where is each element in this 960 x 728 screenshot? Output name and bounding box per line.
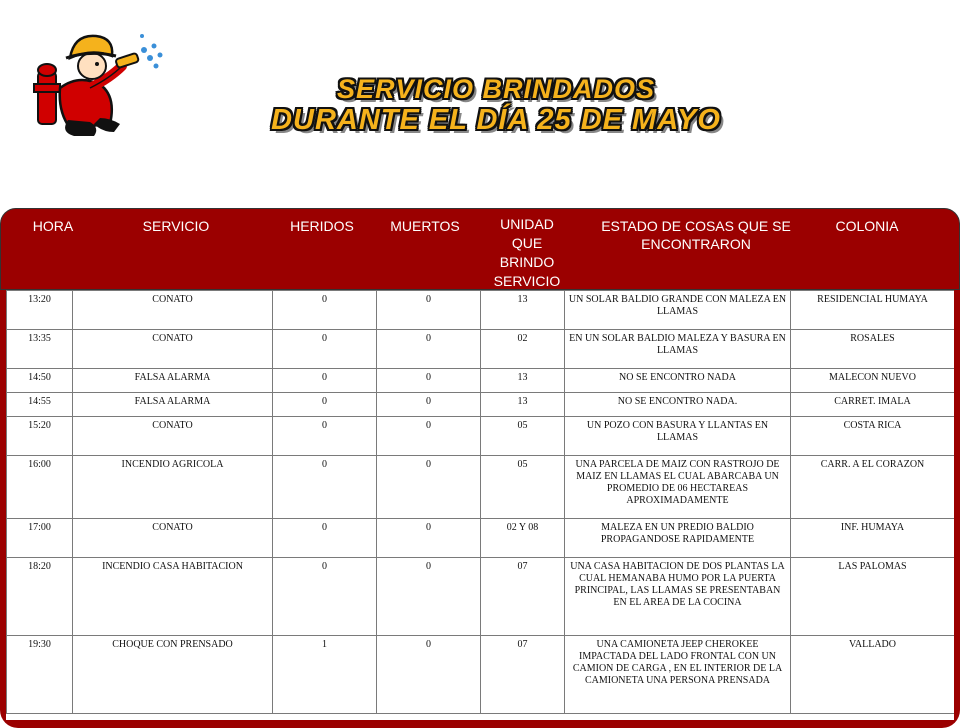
cell-colonia: VALLADO (791, 636, 955, 714)
header-servicio: SERVICIO (142, 218, 210, 234)
table-header (0, 208, 960, 290)
cell-muertos: 0 (377, 636, 481, 714)
cell-heridos: 0 (273, 519, 377, 558)
table-row (7, 417, 955, 456)
cell-unidad: 05 (481, 456, 565, 519)
table-row (7, 456, 955, 519)
cell-servicio: FALSA ALARMA (73, 369, 273, 393)
cell-heridos: 0 (273, 456, 377, 519)
cell-servicio: CONATO (73, 417, 273, 456)
cell-hora: 14:50 (7, 369, 73, 393)
cell-hora: 17:00 (7, 519, 73, 558)
cell-hora: 15:20 (7, 417, 73, 456)
header-unidad (487, 215, 567, 291)
cell-muertos: 0 (377, 456, 481, 519)
cell-heridos: 0 (273, 330, 377, 369)
header-hora: HORA (32, 218, 74, 234)
cell-unidad: 07 (481, 636, 565, 714)
cell-unidad: 13 (481, 393, 565, 417)
header-unidad-line-1: UNIDAD (500, 216, 554, 232)
header-heridos: HERIDOS (290, 218, 354, 234)
cell-unidad: 13 (481, 369, 565, 393)
cell-servicio: FALSA ALARMA (73, 393, 273, 417)
page-title-line-1: SERVICIO BRINDADOS (336, 74, 656, 104)
cell-servicio: CHOQUE CON PRENSADO (73, 636, 273, 714)
cell-muertos: 0 (377, 519, 481, 558)
cell-colonia: COSTA RICA (791, 417, 955, 456)
cell-servicio: INCENDIO CASA HABITACION (73, 558, 273, 636)
table-row (7, 519, 955, 558)
table-row (7, 393, 955, 417)
cell-estado: NO SE ENCONTRO NADA. (565, 393, 791, 417)
cell-estado: NO SE ENCONTRO NADA (565, 369, 791, 393)
cell-estado: MALEZA EN UN PREDIO BALDIO PROPAGANDOSE RAPIDAMENTE (565, 519, 791, 558)
cell-hora: 16:00 (7, 456, 73, 519)
services-table (6, 290, 954, 720)
cell-colonia: ROSALES (791, 330, 955, 369)
header-muertos: MUERTOS (390, 218, 460, 234)
cell-unidad: 05 (481, 417, 565, 456)
cell-heridos: 0 (273, 393, 377, 417)
cell-muertos: 0 (377, 417, 481, 456)
cell-unidad: 13 (481, 291, 565, 330)
cell-estado: UNA PARCELA DE MAIZ CON RASTROJO DE MAIZ EN LLAMAS EL CUAL ABARCABA UN PROMEDIO DE 06 HECTAREAS APROXIMADAMENTE (565, 456, 791, 519)
cell-servicio: INCENDIO AGRICOLA (73, 456, 273, 519)
cell-hora: 19:30 (7, 636, 73, 714)
cell-unidad: 07 (481, 558, 565, 636)
page-title-line-2: DURANTE EL DÍA 25 DE MAYO (271, 104, 721, 136)
cell-colonia: MALECON NUEVO (791, 369, 955, 393)
cell-heridos: 0 (273, 417, 377, 456)
cell-colonia: CARR. A EL CORAZON (791, 456, 955, 519)
cell-colonia: LAS PALOMAS (791, 558, 955, 636)
cell-hora: 14:55 (7, 393, 73, 417)
cell-estado: UNA CASA HABITACION DE DOS PLANTAS LA CUAL HEMANABA HUMO POR LA PUERTA PRINCIPAL, LAS LLAMAS SE PRESENTABAN EN EL AREA DE LA COCINA (565, 558, 791, 636)
cell-colonia: CARRET. IMALA (791, 393, 955, 417)
cell-hora: 13:35 (7, 330, 73, 369)
cell-estado: UN SOLAR BALDIO GRANDE CON MALEZA EN LLAMAS (565, 291, 791, 330)
cell-muertos: 0 (377, 291, 481, 330)
header-unidad-line-3: BRINDO (499, 254, 555, 270)
cell-unidad: 02 Y 08 (481, 519, 565, 558)
header-colonia: COLONIA (835, 218, 899, 234)
cell-muertos: 0 (377, 369, 481, 393)
cell-estado: EN UN SOLAR BALDIO MALEZA Y BASURA EN LLAMAS (565, 330, 791, 369)
cell-servicio: CONATO (73, 519, 273, 558)
cell-colonia: INF. HUMAYA (791, 519, 955, 558)
cell-muertos: 0 (377, 558, 481, 636)
cell-muertos: 0 (377, 330, 481, 369)
cell-heridos: 1 (273, 636, 377, 714)
cell-unidad: 02 (481, 330, 565, 369)
cell-hora: 13:20 (7, 291, 73, 330)
cell-heridos: 0 (273, 369, 377, 393)
cell-hora: 18:20 (7, 558, 73, 636)
cell-heridos: 0 (273, 558, 377, 636)
header-estado: ESTADO DE COSAS QUE SE ENCONTRARON (601, 218, 791, 252)
header-unidad-line-2: QUE (511, 235, 543, 251)
cell-heridos: 0 (273, 291, 377, 330)
cell-colonia: RESIDENCIAL HUMAYA (791, 291, 955, 330)
cell-servicio: CONATO (73, 291, 273, 330)
cell-servicio: CONATO (73, 330, 273, 369)
table-row (7, 636, 955, 714)
table-row (7, 558, 955, 636)
table-row (7, 369, 955, 393)
header-unidad-line-4: SERVICIO (493, 273, 561, 289)
cell-estado: UN POZO CON BASURA Y LLANTAS EN LLAMAS (565, 417, 791, 456)
cell-estado: UNA CAMIONETA JEEP CHEROKEE IMPACTADA DEL LADO FRONTAL CON UN CAMION DE CARGA , EN EL INTERIOR DE LA CAMIONETA UNA PERSONA PRENSADA (565, 636, 791, 714)
table-row (7, 330, 955, 369)
table-row (7, 291, 955, 330)
cell-muertos: 0 (377, 393, 481, 417)
